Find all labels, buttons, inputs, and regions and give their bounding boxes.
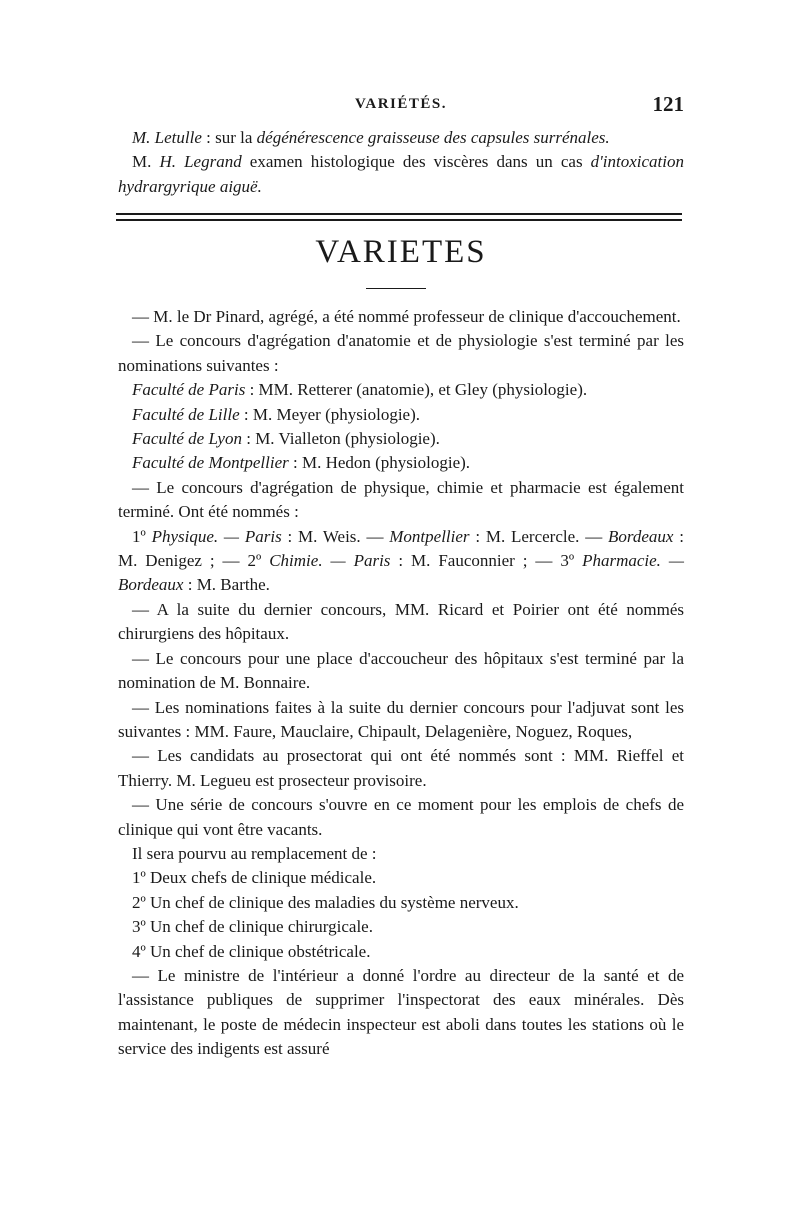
text-run: : M. Meyer (physiologie). xyxy=(239,404,420,424)
text-run: : M. Lercercle. — xyxy=(469,526,608,546)
communication-letulle xyxy=(118,126,684,150)
paragraph: — Le concours d'agrégation d'anatomie et de physiologie s'est terminé par les nominations suivantes : xyxy=(118,331,684,375)
title-rule xyxy=(366,288,426,289)
paragraph: — A la suite du dernier concours, MM. Ricard et Poirier ont été nommés chirurgiens des hôpitaux. xyxy=(118,599,684,644)
faculty-line xyxy=(118,451,684,475)
section-title: VARIETES xyxy=(315,234,487,270)
paragraph: — Les nominations faites à la suite du dernier concours pour l'adjuvat sont les suivantes : MM. Faure, Mauclaire, Chipault, Delagenière, Noguez, Roques, xyxy=(118,697,684,741)
faculty-name: Faculté de Paris xyxy=(132,380,246,400)
page-number: 121 xyxy=(652,92,684,116)
discipline-city: Physique. — Paris xyxy=(151,526,282,546)
list-item: 1º Deux chefs de clinique médicale. xyxy=(132,868,377,888)
paragraph: Il sera pourvu au remplacement de : xyxy=(132,843,377,863)
paragraph: — Le ministre de l'intérieur a donné l'ordre au directeur de la santé et de l'assistance publiques de supprimer l'inspectorat des eaux minérales. Dès maintenant, le poste de médecin inspecteur est aboli dans toutes les stations où le service des indigents est assuré xyxy=(118,965,684,1059)
author-name: H. Legrand xyxy=(159,152,242,172)
text-run: : M. Denigez ; — 2º xyxy=(118,526,684,571)
paragraph: — Le concours pour une place d'accoucheur des hôpitaux s'est terminé par la nomination de M. Bonnaire. xyxy=(118,648,684,693)
text-run: : sur la xyxy=(201,128,257,147)
text-run: : M. Hedon (physiologie). xyxy=(288,453,471,473)
section-body xyxy=(118,305,684,1062)
list-item: 2º Un chef de clinique des maladies du système nerveux. xyxy=(132,892,519,912)
faculty-line xyxy=(118,403,684,427)
faculty-name: Faculté de Lille xyxy=(132,404,240,424)
page-header xyxy=(118,92,684,126)
communication-title: d'intoxication hydrargyrique aiguë. xyxy=(118,152,684,196)
preceding-section-tail xyxy=(118,126,684,199)
faculty-name: Faculté de Lyon xyxy=(132,429,242,449)
text-run: : M. Barthe. xyxy=(183,575,270,595)
discipline-city: Pharmacie. — Bordeaux xyxy=(118,551,684,595)
paragraph: — M. le Dr Pinard, agrégé, a été nommé professeur de clinique d'accouchement. xyxy=(132,307,681,326)
faculty-name: Faculté de Montpellier xyxy=(132,453,289,473)
text-run: 1º xyxy=(132,526,152,546)
faculty-line xyxy=(118,427,684,451)
city-name: Montpellier xyxy=(389,526,470,546)
paragraph: — Le concours d'agrégation de physique, chimie et pharmacie est également terminé. Ont été nommés : xyxy=(118,477,684,522)
double-rule-divider xyxy=(116,213,682,221)
faculty-line xyxy=(118,378,684,402)
author-name: M. Letulle xyxy=(132,128,202,147)
text-run: : M. Weis. — xyxy=(281,526,390,546)
text-run: : MM. Retterer (anatomie), et Gley (physiologie). xyxy=(245,380,588,400)
running-head: VARIÉTÉS. xyxy=(354,96,447,112)
communication-title: dégénérescence graisseuse des capsules surrénales. xyxy=(256,128,610,147)
communication-legrand xyxy=(118,150,684,199)
text-run: : M. Fauconnier ; — 3º xyxy=(390,551,583,571)
text-run: examen histologique des viscères dans un cas xyxy=(241,152,591,172)
list-item: 4º Un chef de clinique obstétricale. xyxy=(132,941,371,961)
nominations-list xyxy=(118,525,684,598)
paragraph: — Une série de concours s'ouvre en ce moment pour les emplois de chefs de clinique qui vont être vacants. xyxy=(118,795,684,839)
city-name: Bordeaux xyxy=(608,526,674,546)
text-run: : M. Vialleton (physiologie). xyxy=(241,429,440,449)
text-run: M. xyxy=(132,152,160,172)
list-item: 3º Un chef de clinique chirurgicale. xyxy=(132,917,373,937)
discipline-city: Chimie. — Paris xyxy=(269,551,391,571)
paragraph: — Les candidats au prosectorat qui ont été nommés sont : MM. Rieffel et Thierry. M. Legueu est prosecteur provisoire. xyxy=(118,746,684,790)
